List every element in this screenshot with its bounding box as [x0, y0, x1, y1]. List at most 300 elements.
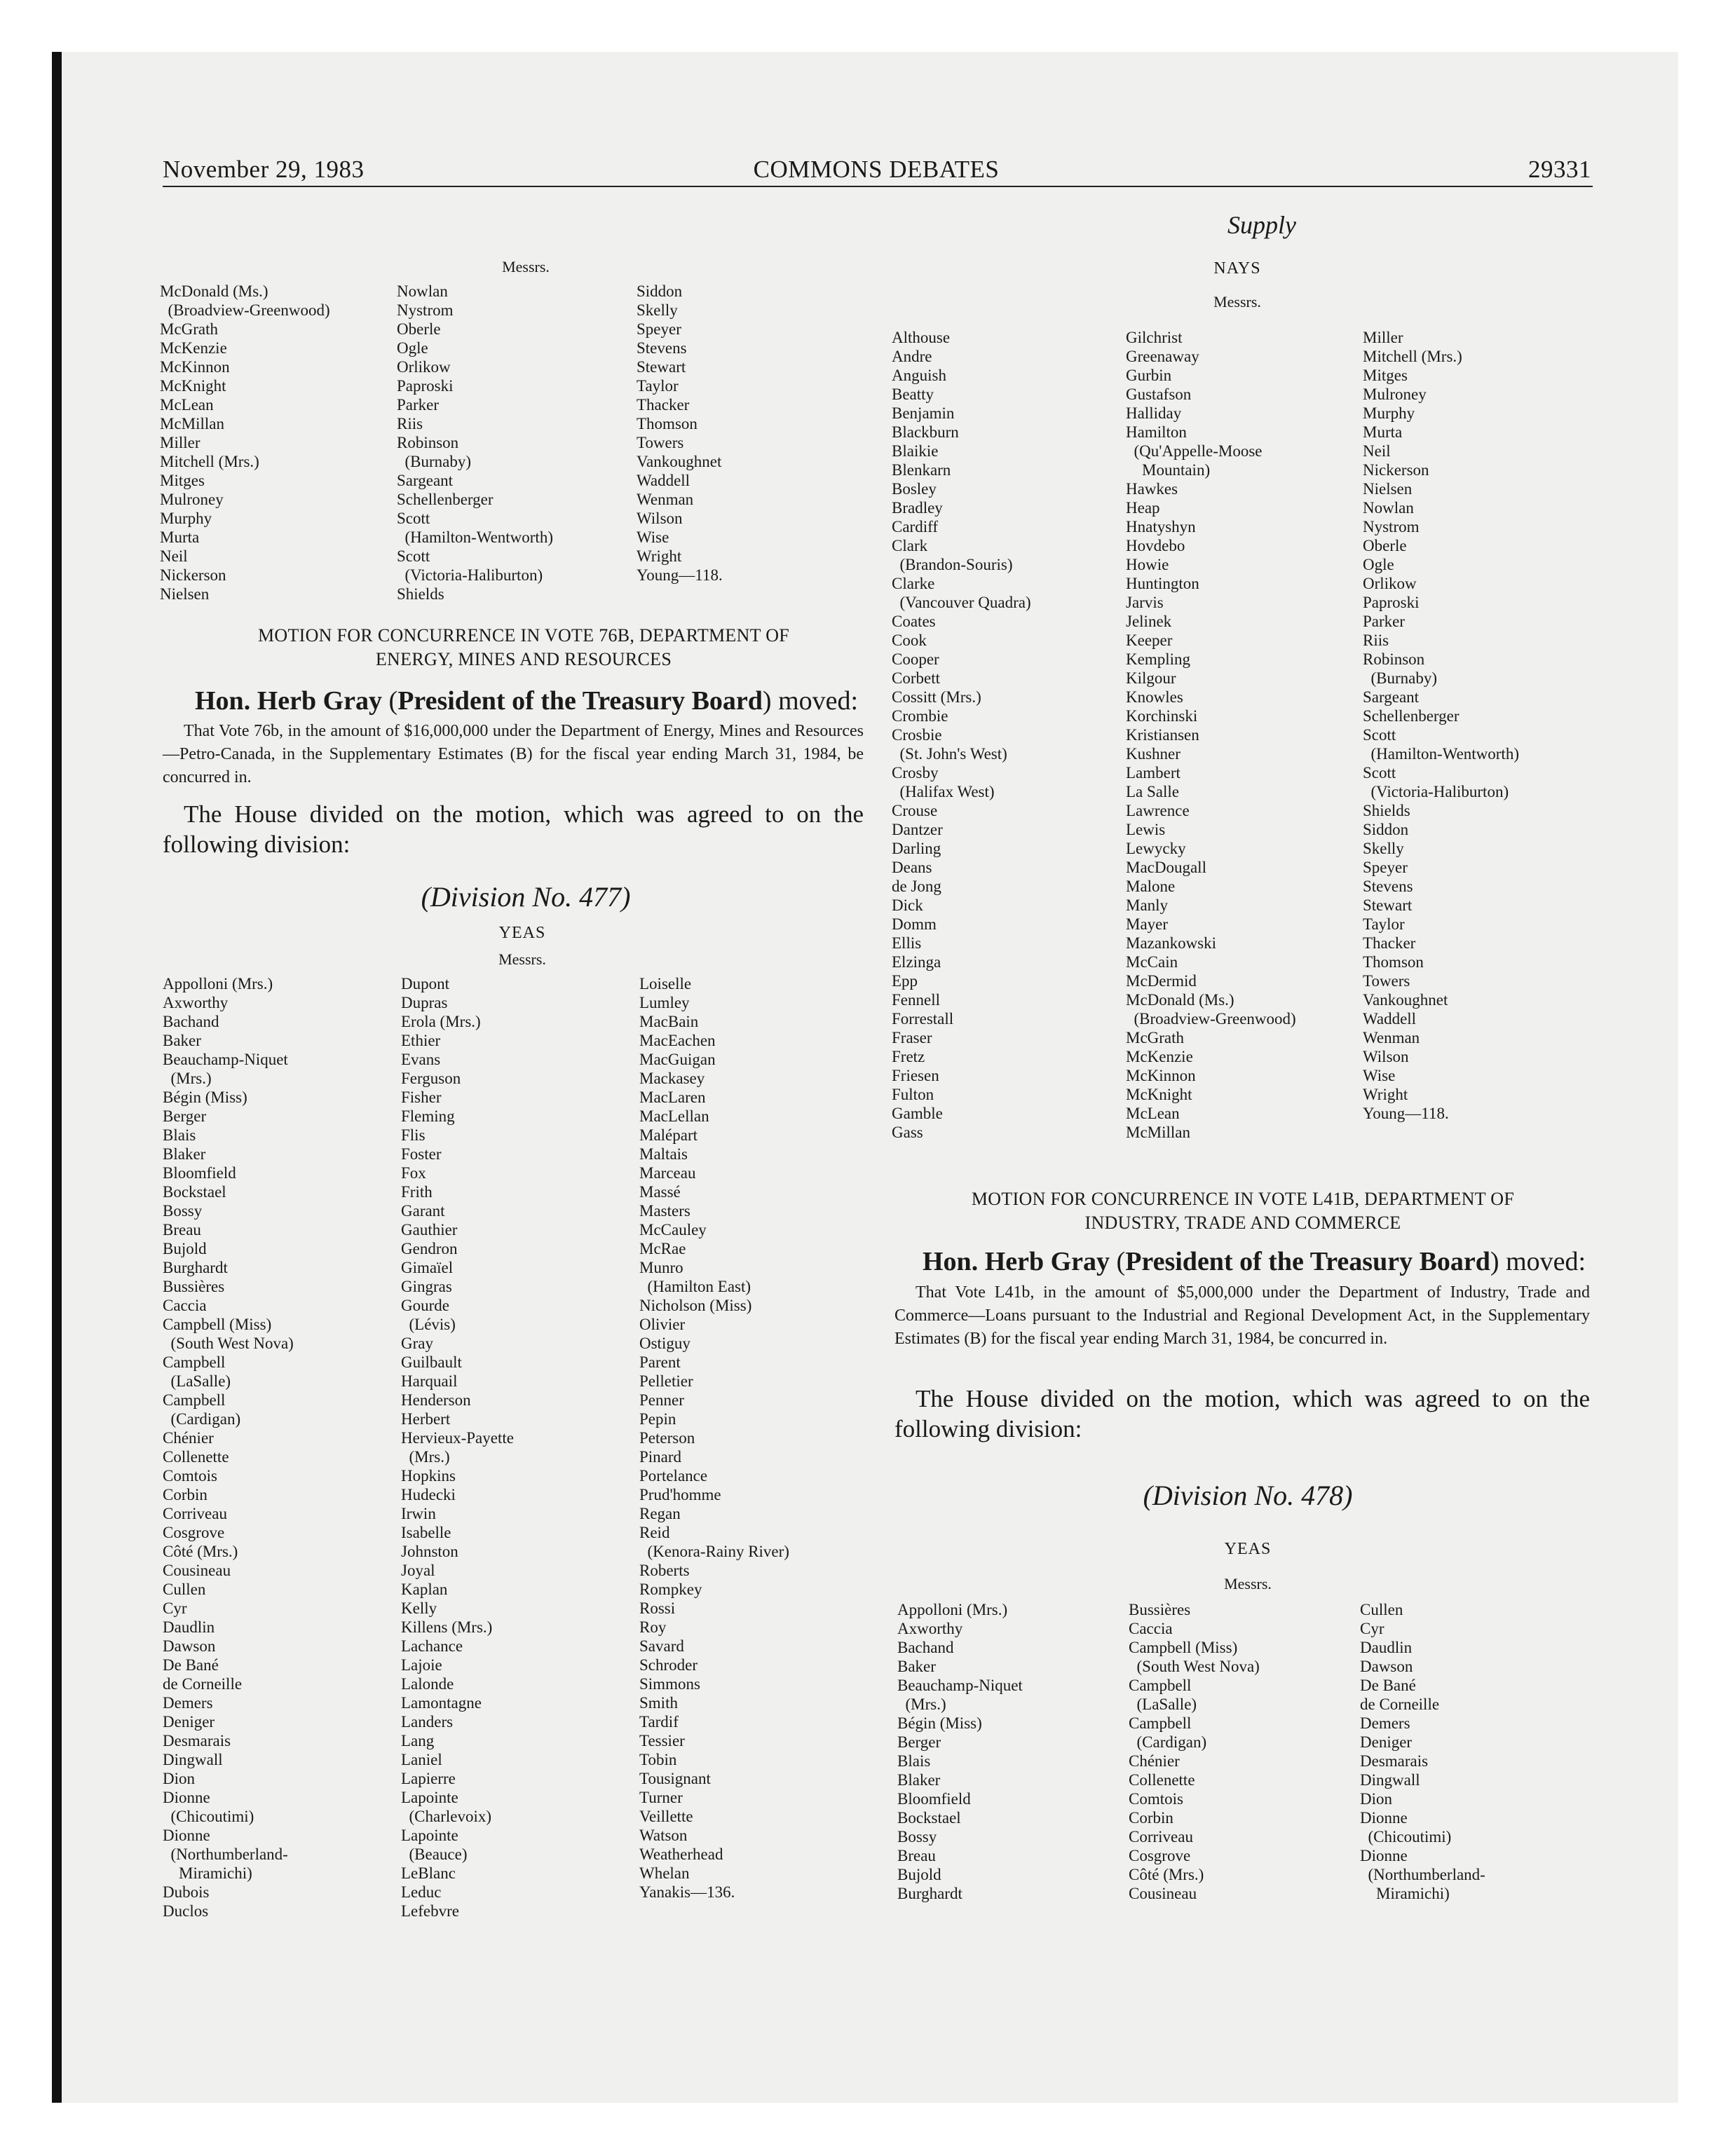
member-name: Corbin [1129, 1809, 1173, 1827]
member-name: Campbell [1129, 1714, 1192, 1732]
member-name: Whelan [639, 1864, 690, 1882]
division-477-title: (Division No. 477) [421, 881, 631, 913]
yeas-label: YEAS [1224, 1540, 1272, 1558]
member-name: Riis [1363, 632, 1389, 649]
messrs-label: Messrs. [498, 950, 546, 968]
member-name: Bussières [163, 1278, 225, 1295]
member-name: Cullen [163, 1581, 206, 1598]
member-name: Jelinek [1126, 613, 1172, 630]
member-name: Dionne [163, 1789, 210, 1806]
member-name: Roy [639, 1618, 667, 1636]
member-name: Mitges [160, 472, 205, 489]
member-name: Campbell (Miss) [163, 1316, 272, 1333]
member-name: MacLaren [639, 1089, 706, 1106]
member-name: Keeper [1126, 632, 1173, 649]
member-name: Irwin [401, 1505, 436, 1522]
member-name: Kristiansen [1126, 726, 1199, 744]
member-name: Vankoughnet [1363, 991, 1448, 1009]
member-name: Young—118. [637, 566, 723, 584]
member-name: Chénier [163, 1429, 214, 1447]
member-name: Lalonde [401, 1675, 454, 1693]
member-name: Darling [892, 840, 941, 857]
member-name: Mountain) [1126, 461, 1211, 479]
member-name: Crouse [892, 802, 938, 819]
member-name: Watson [639, 1827, 688, 1844]
member-name: Neil [1363, 442, 1391, 460]
member-name: Reid [639, 1524, 670, 1541]
top-names-col-3 [637, 282, 723, 585]
member-name: Shields [1363, 802, 1410, 819]
member-name: Rossi [639, 1599, 676, 1617]
member-name: (Lévis) [401, 1316, 456, 1333]
member-name: Thomson [1363, 953, 1424, 971]
header-date: November 29, 1983 [163, 156, 365, 183]
member-name: Murta [160, 528, 200, 546]
member-name: McMillan [1126, 1124, 1190, 1141]
yeas-478-col-3 [1360, 1600, 1485, 1903]
member-name: Bégin (Miss) [897, 1714, 982, 1732]
member-name: Baker [897, 1658, 936, 1675]
member-name: Blaker [163, 1145, 206, 1163]
motion-heading-76b [163, 624, 885, 671]
member-name: Hervieux-Payette [401, 1429, 514, 1447]
member-name: Corbett [892, 669, 940, 687]
member-name: (St. John's West) [892, 745, 1007, 763]
motion-heading-line: MOTION FOR CONCURRENCE IN VOTE 76B, DEPARTMENT OF [257, 625, 790, 646]
member-name: McGrath [1126, 1029, 1185, 1046]
nays-col-2 [1126, 328, 1296, 1142]
member-name: Cullen [1360, 1601, 1403, 1618]
member-name: Parker [397, 396, 440, 414]
member-name: Dingwall [163, 1751, 223, 1768]
member-name: (South West Nova) [1129, 1658, 1260, 1675]
member-name: McDonald (Ms.) [160, 282, 268, 300]
mover-moved: ) moved: [1490, 1247, 1586, 1276]
member-name: Wilson [1363, 1048, 1409, 1065]
nays-col-1 [892, 328, 1031, 1142]
member-name: Gauthier [401, 1221, 458, 1239]
member-name: Simmons [639, 1675, 700, 1693]
mover-name: Hon. Herb Gray [195, 686, 383, 716]
member-name: Fisher [401, 1089, 442, 1106]
mover-paren: ( [1116, 1247, 1126, 1276]
member-name: LeBlanc [401, 1864, 456, 1882]
member-name: Baker [163, 1032, 201, 1049]
motion-heading-line: ENERGY, MINES AND RESOURCES [375, 649, 672, 669]
member-name: Murphy [160, 510, 212, 527]
member-name: Joyal [401, 1562, 435, 1579]
member-name: Clark [892, 537, 928, 554]
member-name: Hawkes [1126, 480, 1178, 498]
member-name: Dawson [1360, 1658, 1413, 1675]
member-name: McKenzie [1126, 1048, 1193, 1065]
member-name: McKinnon [1126, 1067, 1196, 1084]
member-name: Malone [1126, 878, 1176, 895]
mover-title: President of the Treasury Board [1125, 1247, 1490, 1276]
member-name: (Hamilton East) [639, 1278, 751, 1295]
member-name: Smith [639, 1694, 678, 1712]
member-name: Deniger [1360, 1733, 1413, 1751]
header-publication: COMMONS DEBATES [753, 156, 1000, 183]
member-name: (Vancouver Quadra) [892, 594, 1031, 611]
member-name: (Cardigan) [1129, 1733, 1207, 1751]
member-name: Malépart [639, 1126, 698, 1144]
member-name: Lajoie [401, 1656, 442, 1674]
member-name: Miller [1363, 329, 1403, 346]
member-name: Stewart [1363, 896, 1413, 914]
motion-heading-line: MOTION FOR CONCURRENCE IN VOTE L41B, DEPARTMENT OF [971, 1189, 1515, 1209]
member-name: Caccia [1129, 1620, 1173, 1637]
member-name: Mulroney [160, 491, 224, 508]
member-name: Nowlan [1363, 499, 1414, 517]
member-name: Stevens [1363, 878, 1413, 895]
member-name: Blaikie [892, 442, 939, 460]
member-name: Burghardt [897, 1885, 962, 1902]
member-name: Thomson [637, 415, 698, 432]
member-name: Crosbie [892, 726, 942, 744]
member-name: Blenkarn [892, 461, 951, 479]
member-name: Waddell [1363, 1010, 1417, 1028]
member-name: Fennell [892, 991, 940, 1009]
member-name: McCauley [639, 1221, 707, 1239]
member-name: Munro [639, 1259, 683, 1276]
member-name: Nickerson [160, 566, 226, 584]
member-name: Gimaïel [401, 1259, 454, 1276]
member-name: Parker [1363, 613, 1406, 630]
member-name: Corbin [163, 1486, 207, 1503]
member-name: Bradley [892, 499, 943, 517]
member-name: Henderson [401, 1391, 471, 1409]
member-name: Fraser [892, 1029, 932, 1046]
member-name: Campbell [163, 1353, 226, 1371]
member-name: Mulroney [1363, 386, 1427, 403]
member-name: De Bané [1360, 1677, 1416, 1694]
top-messrs-label: Messrs. [502, 258, 550, 275]
member-name: Wright [1363, 1086, 1408, 1103]
member-name: Lefebvre [401, 1902, 459, 1920]
member-name: Riis [397, 415, 423, 432]
member-name: (Chicoutimi) [163, 1808, 254, 1825]
member-name: Towers [637, 434, 684, 451]
member-name: Vankoughnet [637, 453, 722, 470]
member-name: Appolloni (Mrs.) [897, 1601, 1008, 1618]
member-name: (Burnaby) [1363, 669, 1438, 687]
member-name: McDonald (Ms.) [1126, 991, 1234, 1009]
member-name: Schellenberger [397, 491, 494, 508]
member-name: Burghardt [163, 1259, 228, 1276]
member-name: (Chicoutimi) [1360, 1828, 1452, 1845]
member-name: Caccia [163, 1297, 207, 1314]
member-name: Jarvis [1126, 594, 1164, 611]
member-name: Maltais [639, 1145, 688, 1163]
house-divided-text: The House divided on the motion, which was agreed to on the following division: [894, 1385, 1590, 1442]
top-names-col-2 [397, 282, 553, 603]
member-name: Blaker [897, 1771, 941, 1789]
member-name: Cousineau [163, 1562, 231, 1579]
member-name: Manly [1126, 896, 1169, 914]
member-name: Clarke [892, 575, 935, 592]
member-name: Bockstael [897, 1809, 961, 1827]
member-name: Wise [637, 528, 669, 546]
nays-messrs-label: Messrs. [1213, 293, 1261, 311]
member-name: Bosley [892, 480, 937, 498]
member-name: Dingwall [1360, 1771, 1420, 1789]
member-name: Cousineau [1129, 1885, 1197, 1902]
member-name: Chénier [1129, 1752, 1180, 1770]
member-name: Foster [401, 1145, 442, 1163]
member-name: Wenman [637, 491, 694, 508]
member-name: (Northumberland- [1360, 1866, 1485, 1883]
member-name: Mitchell (Mrs.) [1363, 348, 1462, 365]
yeas-477-col-2 [401, 974, 514, 1920]
member-name: Gass [892, 1124, 923, 1141]
member-name: Axworthy [897, 1620, 963, 1637]
member-name: Kushner [1126, 745, 1181, 763]
member-name: Benjamin [892, 404, 955, 422]
member-name: Gilchrist [1126, 329, 1183, 346]
member-name: Gourde [401, 1297, 449, 1314]
member-name: Lapierre [401, 1770, 456, 1787]
member-name: Scott [1363, 764, 1396, 782]
member-name: Dionne [1360, 1809, 1408, 1827]
member-name: Mitchell (Mrs.) [160, 453, 259, 470]
member-name: Desmarais [1360, 1752, 1429, 1770]
member-name: Kempling [1126, 650, 1190, 668]
member-name: Bujold [163, 1240, 207, 1257]
member-name: Orlikow [1363, 575, 1417, 592]
member-name: (Qu'Appelle-Moose [1126, 442, 1263, 460]
member-name: (LaSalle) [163, 1372, 231, 1390]
member-name: Mackasey [639, 1070, 705, 1087]
member-name: (Hamilton-Wentworth) [397, 528, 553, 546]
member-name: Cooper [892, 650, 939, 668]
member-name: Hnatyshyn [1126, 518, 1196, 535]
member-name: Killens (Mrs.) [401, 1618, 493, 1636]
member-name: Dion [1360, 1790, 1392, 1808]
member-name: Cosgrove [163, 1524, 225, 1541]
member-name: (LaSalle) [1129, 1696, 1197, 1713]
member-name: Corriveau [163, 1505, 227, 1522]
member-name: Hamilton [1126, 423, 1187, 441]
member-name: Yanakis—136. [639, 1883, 735, 1901]
member-name: Andre [892, 348, 932, 365]
member-name: McKenzie [160, 339, 227, 357]
member-name: Laniel [401, 1751, 442, 1768]
member-name: Robinson [1363, 650, 1425, 668]
member-name: Bockstael [163, 1183, 226, 1201]
member-name: Waddell [637, 472, 690, 489]
member-name: Coates [892, 613, 936, 630]
member-name: Wright [637, 547, 682, 565]
member-name: Côté (Mrs.) [1129, 1866, 1204, 1883]
member-name: Blais [163, 1126, 196, 1144]
member-name: Harquail [401, 1372, 458, 1390]
member-name: Fulton [892, 1086, 934, 1103]
nays-col-3 [1363, 328, 1519, 1123]
member-name: Bégin (Miss) [163, 1089, 247, 1106]
member-name: Fleming [401, 1107, 455, 1125]
member-name: (Victoria-Haliburton) [397, 566, 543, 584]
member-name: Paproski [397, 377, 454, 395]
member-name: Siddon [637, 282, 683, 300]
member-name: McLean [160, 396, 214, 414]
member-name: Campbell [163, 1391, 226, 1409]
header-page-number: 29331 [1528, 156, 1591, 183]
member-name: Fretz [892, 1048, 925, 1065]
member-name: Stewart [637, 358, 686, 376]
member-name: Nicholson (Miss) [639, 1297, 752, 1314]
member-name: Hopkins [401, 1467, 456, 1485]
nays-label: NAYS [1213, 259, 1261, 278]
member-name: Penner [639, 1391, 684, 1409]
division-478-title: (Division No. 478) [1143, 1480, 1353, 1511]
member-name: (Mrs.) [897, 1696, 946, 1713]
member-name: (Charlevoix) [401, 1808, 492, 1825]
member-name: (Mrs.) [163, 1070, 212, 1087]
member-name: Young—118. [1363, 1105, 1449, 1122]
member-name: Portelance [639, 1467, 708, 1485]
member-name: Lang [401, 1732, 435, 1749]
member-name: Pinard [639, 1448, 682, 1466]
member-name: Tessier [639, 1732, 685, 1749]
member-name: Veillette [639, 1808, 693, 1825]
mover-name: Hon. Herb Gray [923, 1247, 1110, 1276]
member-name: Nielsen [1363, 480, 1413, 498]
member-name: Ogle [1363, 556, 1394, 573]
member-name: (Burnaby) [397, 453, 472, 470]
member-name: Dick [892, 896, 923, 914]
member-name: (Northumberland- [163, 1845, 288, 1863]
member-name: Miller [160, 434, 200, 451]
member-name: Miramichi) [163, 1864, 252, 1882]
header-rule [163, 186, 1593, 187]
member-name: Desmarais [163, 1732, 231, 1749]
member-name: Dupont [401, 975, 449, 992]
member-name: Breau [897, 1847, 936, 1864]
member-name: Erola (Mrs.) [401, 1013, 481, 1030]
member-name: Forrestall [892, 1010, 954, 1028]
member-name: Beauchamp-Niquet [897, 1677, 1023, 1694]
member-name: (Brandon-Souris) [892, 556, 1013, 573]
member-name: Comtois [1129, 1790, 1183, 1808]
member-name: Gurbin [1126, 367, 1172, 384]
member-name: Bachand [897, 1639, 954, 1656]
section-title-supply: Supply [1227, 211, 1296, 239]
member-name: Isabelle [401, 1524, 451, 1541]
member-name: de Corneille [1360, 1696, 1440, 1713]
member-name: Dubois [163, 1883, 210, 1901]
member-name: Olivier [639, 1316, 686, 1333]
member-name: Corriveau [1129, 1828, 1193, 1845]
member-name: McKnight [1126, 1086, 1192, 1103]
member-name: Schellenberger [1363, 707, 1460, 725]
member-name: Ostiguy [639, 1335, 690, 1352]
member-name: Scott [397, 510, 430, 527]
member-name: Frith [401, 1183, 433, 1201]
yeas-label: YEAS [498, 924, 546, 942]
member-name: Cyr [163, 1599, 187, 1617]
member-name: Campbell (Miss) [1129, 1639, 1238, 1656]
member-name: Demers [1360, 1714, 1410, 1732]
member-name: Kelly [401, 1599, 437, 1617]
member-name: Scott [397, 547, 430, 565]
member-name: Orlikow [397, 358, 451, 376]
member-name: McLean [1126, 1105, 1180, 1122]
member-name: Blais [897, 1752, 931, 1770]
member-name: Cook [892, 632, 927, 649]
member-name: Ethier [401, 1032, 441, 1049]
member-name: Lewis [1126, 821, 1166, 838]
member-name: Gendron [401, 1240, 458, 1257]
member-name: Bloomfield [897, 1790, 971, 1808]
member-name: Sargeant [397, 472, 454, 489]
member-name: Siddon [1363, 821, 1409, 838]
member-name: Hovdebo [1126, 537, 1185, 554]
member-name: Crosby [892, 764, 939, 782]
yeas-478-col-1 [897, 1600, 1023, 1903]
mover-paren: ( [388, 686, 398, 716]
member-name: Savard [639, 1637, 684, 1655]
member-name: Murphy [1363, 404, 1415, 422]
member-name: Dionne [1360, 1847, 1408, 1864]
yeas-477-col-3 [639, 974, 789, 1902]
member-name: Shields [397, 585, 444, 603]
member-name: McMillan [160, 415, 224, 432]
member-name: Pelletier [639, 1372, 693, 1390]
member-name: Marceau [639, 1164, 696, 1182]
member-name: Bossy [163, 1202, 203, 1220]
member-name: Dantzer [892, 821, 943, 838]
member-name: Thacker [1363, 934, 1416, 952]
member-name: Cyr [1360, 1620, 1384, 1637]
member-name: Nowlan [397, 282, 448, 300]
member-name: Kilgour [1126, 669, 1176, 687]
member-name: Turner [639, 1789, 683, 1806]
member-name: Dion [163, 1770, 195, 1787]
motion-heading-line: INDUSTRY, TRADE AND COMMERCE [1084, 1213, 1401, 1233]
member-name: Sargeant [1363, 688, 1420, 706]
member-name: Appolloni (Mrs.) [163, 975, 273, 992]
member-name: Robinson [397, 434, 459, 451]
member-name: Flis [401, 1126, 426, 1144]
member-name: McDermid [1126, 972, 1197, 990]
member-name: Johnston [401, 1543, 458, 1560]
member-name: Beauchamp-Niquet [163, 1051, 288, 1068]
member-name: Scott [1363, 726, 1396, 744]
member-name: MacDougall [1126, 859, 1206, 876]
member-name: Bachand [163, 1013, 219, 1030]
member-name: Wise [1363, 1067, 1396, 1084]
member-name: McGrath [160, 320, 219, 338]
member-name: Bujold [897, 1866, 941, 1883]
member-name: Speyer [637, 320, 681, 338]
member-name: McRae [639, 1240, 686, 1257]
yeas-477-col-1 [163, 974, 294, 1920]
member-name: Bussières [1129, 1601, 1191, 1618]
member-name: Mazankowski [1126, 934, 1217, 952]
member-name: Crombie [892, 707, 948, 725]
member-name: Dionne [163, 1827, 210, 1844]
member-name: Korchinski [1126, 707, 1198, 725]
member-name: Tobin [639, 1751, 677, 1768]
member-name: Murta [1363, 423, 1403, 441]
member-name: Lapointe [401, 1789, 458, 1806]
member-name: Comtois [163, 1467, 217, 1485]
member-name: Thacker [637, 396, 690, 414]
member-name: Fox [401, 1164, 426, 1182]
member-name: Ellis [892, 934, 922, 952]
member-name: Regan [639, 1505, 681, 1522]
